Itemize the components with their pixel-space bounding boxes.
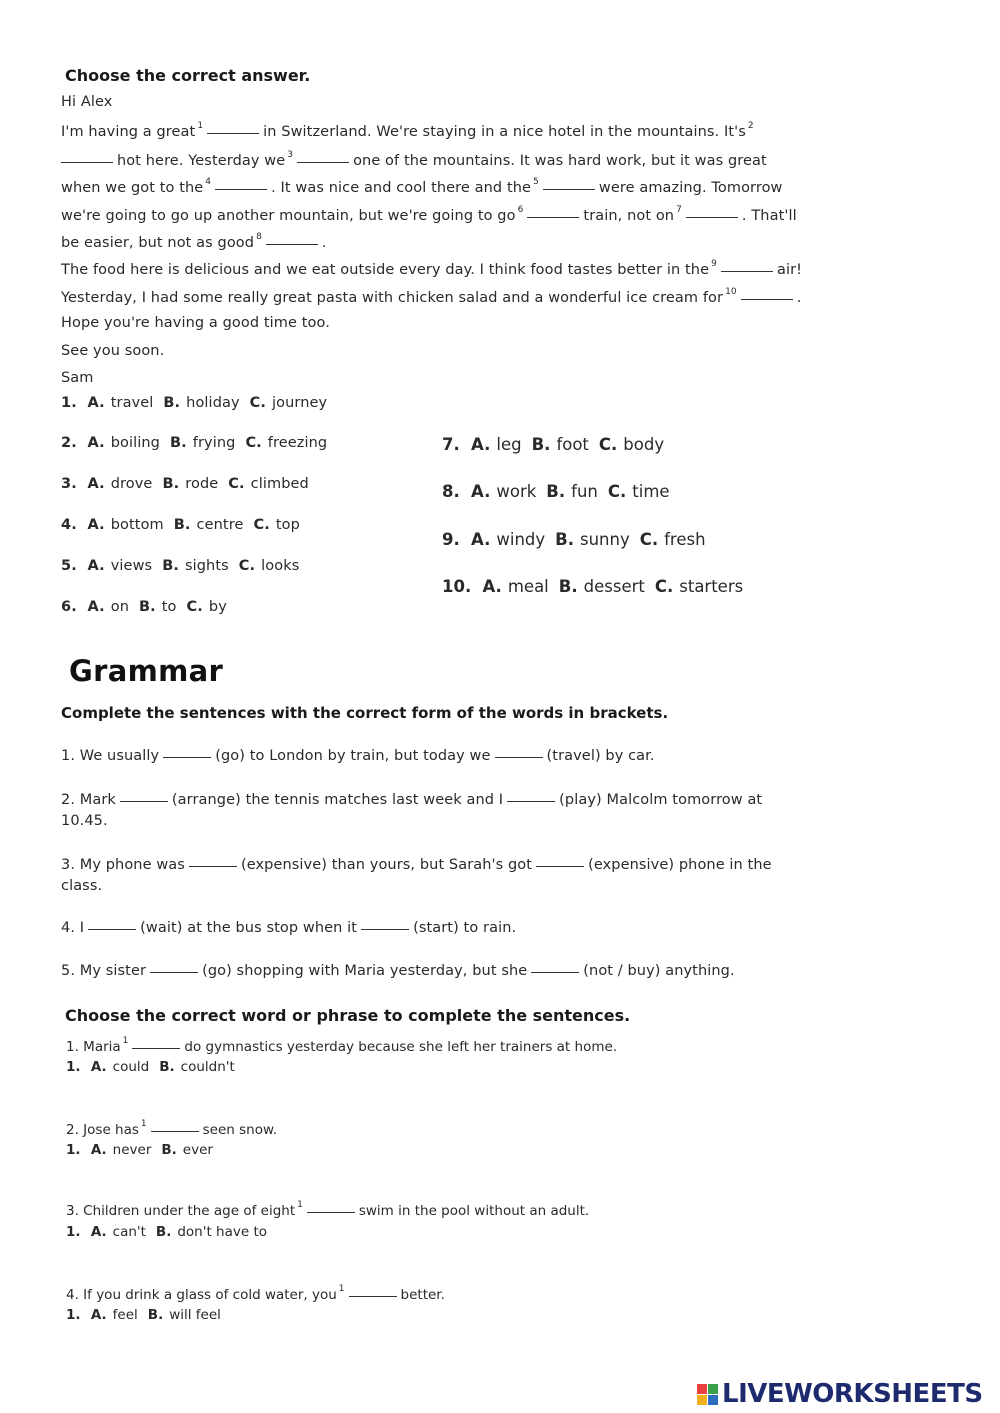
- option-b[interactable]: couldn't: [180, 1059, 235, 1075]
- option-row: 2. A. boiling B. frying C. freezing: [61, 435, 328, 451]
- option-c[interactable]: journey: [272, 395, 328, 411]
- choice-options-1: 1. A. could B. couldn't: [66, 1059, 235, 1075]
- option-row: 7. A. leg B. foot C. body: [442, 435, 665, 454]
- section-heading: Choose the correct answer.: [65, 66, 311, 85]
- option-b[interactable]: sights: [184, 558, 229, 574]
- option-c[interactable]: top: [275, 517, 300, 533]
- gap[interactable]: [163, 756, 211, 758]
- grammar-sentence-2: 2. Mark (arrange) the tennis matches last week and I (play) Malcolm tomorrow at: [61, 792, 763, 808]
- gap-6[interactable]: [527, 216, 579, 218]
- gap[interactable]: [88, 928, 136, 930]
- letter-line-5: be easier, but not as good $^8$ .: [61, 232, 327, 251]
- grammar-sentence-1: 1. We usually (go) to London by train, but today we (travel) by car.: [61, 748, 655, 764]
- section-heading: Choose the correct word or phrase to complete the sentences.: [65, 1006, 631, 1025]
- option-row: 4. A. bottom B. centre C. top: [61, 517, 300, 533]
- letter-line-7: Yesterday, I had some really great pasta with chicken salad and a wonderful ice cream for $^{10}$ .: [61, 287, 802, 306]
- option-a[interactable]: travel: [110, 395, 154, 411]
- choice-sentence-3: 3. Children under the age of eight $^1$ swim in the pool without an adult.: [66, 1200, 590, 1219]
- option-b[interactable]: rode: [185, 476, 219, 492]
- option-b[interactable]: centre: [196, 517, 244, 533]
- gap[interactable]: [189, 865, 237, 867]
- gap[interactable]: [361, 928, 409, 930]
- grammar-sentence-4: 4. I (wait) at the bus stop when it (start) to rain.: [61, 920, 517, 936]
- option-b[interactable]: ever: [182, 1142, 213, 1158]
- grammar-sentence-3-cont: class.: [61, 878, 103, 894]
- liveworksheets-logo[interactable]: [697, 1379, 983, 1409]
- option-a[interactable]: meal: [507, 577, 549, 596]
- gap[interactable]: [349, 1295, 397, 1297]
- option-a[interactable]: on: [110, 599, 129, 615]
- option-b[interactable]: dessert: [583, 577, 645, 596]
- gap[interactable]: [507, 800, 555, 802]
- option-a[interactable]: boiling: [110, 435, 160, 451]
- gap[interactable]: [307, 1211, 355, 1213]
- gap-1[interactable]: [207, 132, 259, 134]
- option-row: 1. A. travel B. holiday C. journey: [61, 395, 328, 411]
- option-a[interactable]: views: [110, 558, 153, 574]
- option-c[interactable]: starters: [679, 577, 744, 596]
- option-b[interactable]: sunny: [580, 530, 630, 549]
- liveworksheets-logo-icon: [697, 1384, 718, 1405]
- option-b[interactable]: to: [161, 599, 177, 615]
- option-row: 6. A. on B. to C. by: [61, 599, 227, 615]
- gap[interactable]: [120, 800, 168, 802]
- option-a[interactable]: never: [112, 1142, 152, 1158]
- option-row: 3. A. drove B. rode C. climbed: [61, 476, 309, 492]
- option-row: 10. A. meal B. dessert C. starters: [442, 577, 744, 596]
- gap-3[interactable]: [297, 161, 349, 163]
- letter-line-1: I'm having a great $^1$ in Switzerland. We're staying in a nice hotel in the mountains. It's $^2$: [61, 121, 754, 140]
- option-a[interactable]: work: [496, 482, 537, 501]
- option-row: 8. A. work B. fun C. time: [442, 482, 670, 501]
- gap-4[interactable]: [215, 188, 267, 190]
- option-b[interactable]: will feel: [169, 1307, 221, 1323]
- gap-9[interactable]: [721, 270, 773, 272]
- option-c[interactable]: fresh: [664, 530, 706, 549]
- option-b[interactable]: foot: [556, 435, 589, 454]
- option-a[interactable]: drove: [110, 476, 153, 492]
- gap[interactable]: [150, 971, 198, 973]
- option-a[interactable]: leg: [496, 435, 522, 454]
- letter-line-4: we're going to go up another mountain, but we're going to go $^6$ train, not on $^7$ . That'll: [61, 205, 797, 224]
- gap[interactable]: [495, 756, 543, 758]
- choice-options-3: 1. A. can't B. don't have to: [66, 1224, 267, 1240]
- option-b[interactable]: fun: [571, 482, 598, 501]
- gap[interactable]: [132, 1047, 180, 1049]
- gap[interactable]: [151, 1130, 199, 1132]
- grammar-title: Grammar: [69, 654, 224, 688]
- grammar-sentence-2-cont: 10.45.: [61, 813, 108, 829]
- choice-sentence-4: 4. If you drink a glass of cold water, you $^1$ better.: [66, 1284, 445, 1303]
- option-row: 5. A. views B. sights C. looks: [61, 558, 300, 574]
- option-c[interactable]: body: [623, 435, 665, 454]
- gap[interactable]: [536, 865, 584, 867]
- logo-text: LIVEWORKSHEETS: [722, 1379, 983, 1409]
- gap-7[interactable]: [686, 216, 738, 218]
- option-row: 9. A. windy B. sunny C. fresh: [442, 530, 706, 549]
- option-a[interactable]: can't: [112, 1224, 146, 1240]
- gap[interactable]: [531, 971, 579, 973]
- option-c[interactable]: freezing: [267, 435, 328, 451]
- option-c[interactable]: by: [208, 599, 227, 615]
- letter-line-8: Hope you're having a good time too.: [61, 315, 330, 331]
- letter-line-3: when we got to the $^4$ . It was nice and cool there and the $^5$ were amazing. Tomorrow: [61, 177, 783, 196]
- option-a[interactable]: bottom: [110, 517, 164, 533]
- letter-greeting: Hi Alex: [61, 94, 113, 110]
- choice-options-2: 1. A. never B. ever: [66, 1142, 213, 1158]
- option-b[interactable]: frying: [192, 435, 236, 451]
- gap-10[interactable]: [741, 298, 793, 300]
- choice-sentence-2: 2. Jose has $^1$ seen snow.: [66, 1119, 278, 1138]
- letter-signature: Sam: [61, 370, 94, 386]
- option-b[interactable]: don't have to: [177, 1224, 267, 1240]
- option-a[interactable]: feel: [112, 1307, 138, 1323]
- letter-line-9: See you soon.: [61, 343, 165, 359]
- grammar-instruction: Complete the sentences with the correct form of the words in brackets.: [61, 704, 669, 722]
- letter-line-2: hot here. Yesterday we $^3$ one of the mountains. It was hard work, but it was great: [61, 150, 767, 169]
- gap-2[interactable]: [61, 161, 113, 163]
- gap-8[interactable]: [266, 243, 318, 245]
- option-c[interactable]: climbed: [250, 476, 309, 492]
- choice-sentence-1: 1. Maria $^1$ do gymnastics yesterday because she left her trainers at home.: [66, 1036, 618, 1055]
- option-b[interactable]: holiday: [186, 395, 240, 411]
- choice-options-4: 1. A. feel B. will feel: [66, 1307, 221, 1323]
- letter-line-6: The food here is delicious and we eat outside every day. I think food tastes better in the $^9$ air!: [61, 259, 803, 278]
- option-a[interactable]: windy: [496, 530, 546, 549]
- grammar-sentence-5: 5. My sister (go) shopping with Maria yesterday, but she (not / buy) anything.: [61, 963, 735, 979]
- option-c[interactable]: time: [632, 482, 670, 501]
- option-a[interactable]: could: [112, 1059, 150, 1075]
- gap-5[interactable]: [543, 188, 595, 190]
- option-c[interactable]: looks: [261, 558, 300, 574]
- grammar-sentence-3: 3. My phone was (expensive) than yours, but Sarah's got (expensive) phone in the: [61, 857, 772, 873]
